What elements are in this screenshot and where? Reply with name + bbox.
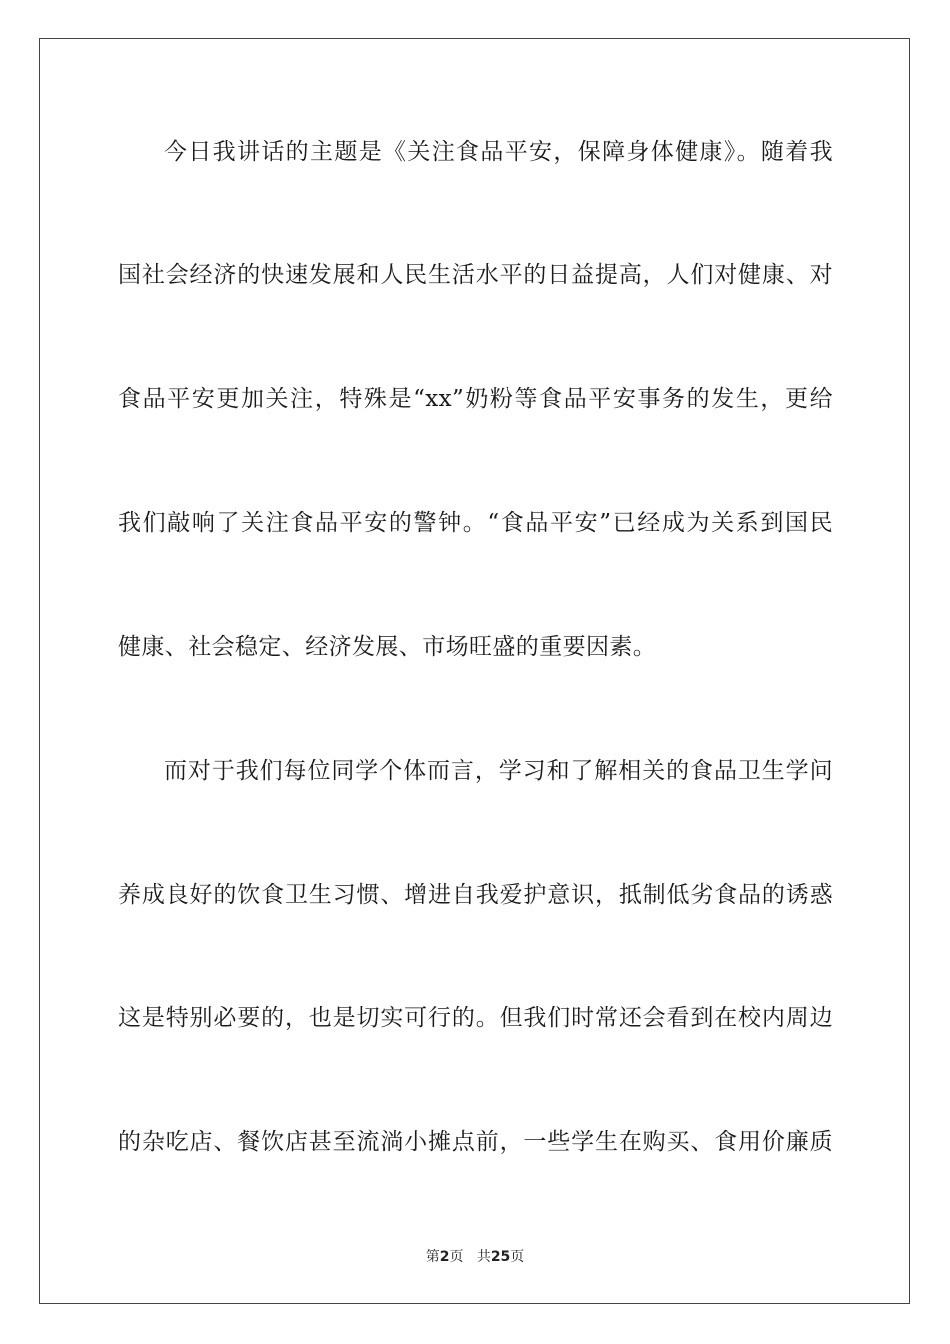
footer-total-suffix: 页: [510, 1249, 525, 1265]
paragraph-2-line-3: 这是特别必要的，也是切实可行的。但我们时常还会看到在校内周边: [118, 1005, 833, 1031]
paragraph-1-line-5: 健康、社会稳定、经济发展、市场旺盛的重要因素。: [118, 634, 657, 660]
paragraph-1-line-3: 食品平安更加关注，特殊是“xx”奶粉等食品平安事务的发生，更给: [118, 386, 833, 412]
paragraph-1-line-1: 今日我讲话的主题是《关注食品平安，保障身体健康》。随着我: [164, 139, 833, 165]
footer-page-number: 2: [439, 1249, 450, 1265]
paragraph-2-line-1: 而对于我们每位同学个体而言，学习和了解相关的食品卫生学问: [164, 758, 833, 784]
paragraph-1-line-2: 国社会经济的快速发展和人民生活水平的日益提高，人们对健康、对: [118, 262, 833, 288]
paragraph-2-line-4: 的杂吃店、餐饮店甚至流淌小摊点前，一些学生在购买、食用价廉质: [118, 1129, 833, 1155]
page-footer: [0, 1248, 950, 1266]
footer-total-pages: 25: [490, 1249, 511, 1265]
page-frame: [39, 38, 910, 1304]
paragraph-2-line-2: 养成良好的饮食卫生习惯、增进自我爱护意识，抵制低劣食品的诱惑: [118, 882, 833, 908]
footer-page-suffix: 页: [449, 1249, 464, 1265]
footer-page-prefix: 第: [425, 1249, 440, 1265]
footer-total-prefix: 共: [476, 1249, 491, 1265]
paragraph-1-line-4: 我们敲响了关注食品平安的警钟。“食品平安”已经成为关系到国民: [118, 510, 833, 536]
